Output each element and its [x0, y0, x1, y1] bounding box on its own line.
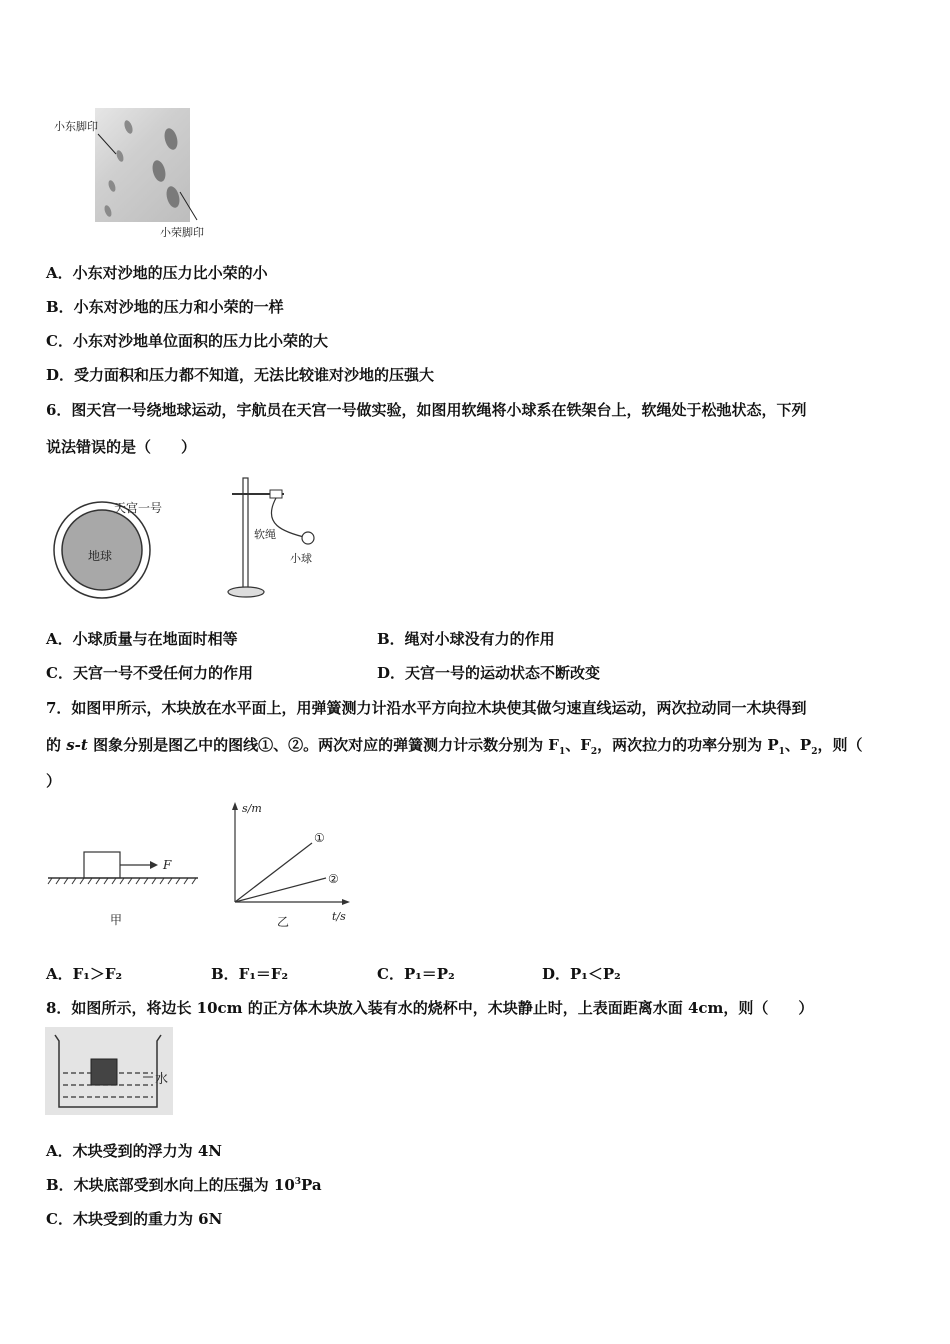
force-label: F [163, 858, 172, 872]
rope-label: 软绳 [254, 528, 276, 541]
q6-stem-line2: 说法错误的是（ ） [46, 438, 197, 456]
q7-option-a: A．F₁＞F₂ [46, 965, 123, 983]
q6-option-a: A．小球质量与在地面时相等 [46, 630, 238, 648]
line2-label: ② [328, 872, 339, 886]
q5-option-a: A．小东对沙地的压力比小荣的小 [46, 264, 268, 282]
water-label: 水 [155, 1072, 169, 1087]
q7-stem-line2: 的 s-t 图象分别是图乙中的图线①、②。两次对应的弹簧测力计示数分别为 $F_1$、$F_2$，两次拉力的功率分别为 $P_1$、$P_2$，则（ [46, 736, 863, 757]
yi-label: 乙 [277, 915, 290, 929]
ball-label: 小球 [290, 552, 312, 565]
q8-option-a: A．木块受到的浮力为 4N [46, 1142, 223, 1160]
earth-label: 地球 [88, 549, 113, 563]
x-axis-label: t/s [332, 910, 346, 923]
series-line-2 [235, 878, 326, 902]
q6-earth-figure [52, 488, 182, 608]
jia-label: 甲 [110, 913, 123, 927]
label-dong: 小东脚印 [54, 120, 98, 133]
q6-option-b: B．绳对小球没有力的作用 [377, 630, 555, 648]
q5-option-c: C．小东对沙地单位面积的压力比小荣的大 [46, 332, 328, 350]
y-axis-label: s/m [242, 802, 262, 815]
q6-option-c: C．天宫一号不受任何力的作用 [46, 664, 253, 682]
q8-option-c: C．木块受到的重力为 6N [46, 1210, 223, 1228]
q7-st-graph [222, 798, 362, 933]
q6-stand-figure [222, 474, 332, 609]
label-rong: 小荣脚印 [160, 226, 204, 239]
q6-stem-line1: 6．图天宫一号绕地球运动，宇航员在天宫一号做实验，如图用软绳将小球系在铁架台上，软绳处于松弛状态，下列 [46, 401, 807, 419]
footprints-labels [50, 110, 220, 242]
tiangong-label: 天宫一号 [114, 501, 163, 515]
q7-option-c: C．P₁＝P₂ [377, 965, 455, 983]
q8-beaker-figure [45, 1027, 173, 1115]
q7-option-d: D．P₁＜P₂ [542, 965, 621, 983]
q5-option-b: B．小东对沙地的压力和小荣的一样 [46, 298, 284, 316]
q8-stem: 8．如图所示，将边长 10cm 的正方体木块放入装有水的烧杯中，木块静止时，上表面距离水面 4cm，则（ ） [46, 999, 814, 1017]
q7-stem-line1: 7．如图甲所示，木块放在水平面上，用弹簧测力计沿水平方向拉木块使其做匀速直线运动，两次拉动同一木块得到 [46, 699, 807, 717]
series-line-1 [235, 843, 312, 902]
line1-label: ① [314, 831, 325, 845]
q7-block-figure [46, 840, 206, 935]
q7-stem-line3: ） [46, 772, 62, 790]
q5-option-d: D．受力面积和压力都不知道，无法比较谁对沙地的压强大 [46, 366, 435, 384]
q6-option-d: D．天宫一号的运动状态不断改变 [377, 664, 601, 682]
q8-option-b: B．木块底部受到水向上的压强为 $10^3Pa$ [46, 1176, 322, 1194]
q7-option-b: B．F₁＝F₂ [211, 965, 289, 983]
